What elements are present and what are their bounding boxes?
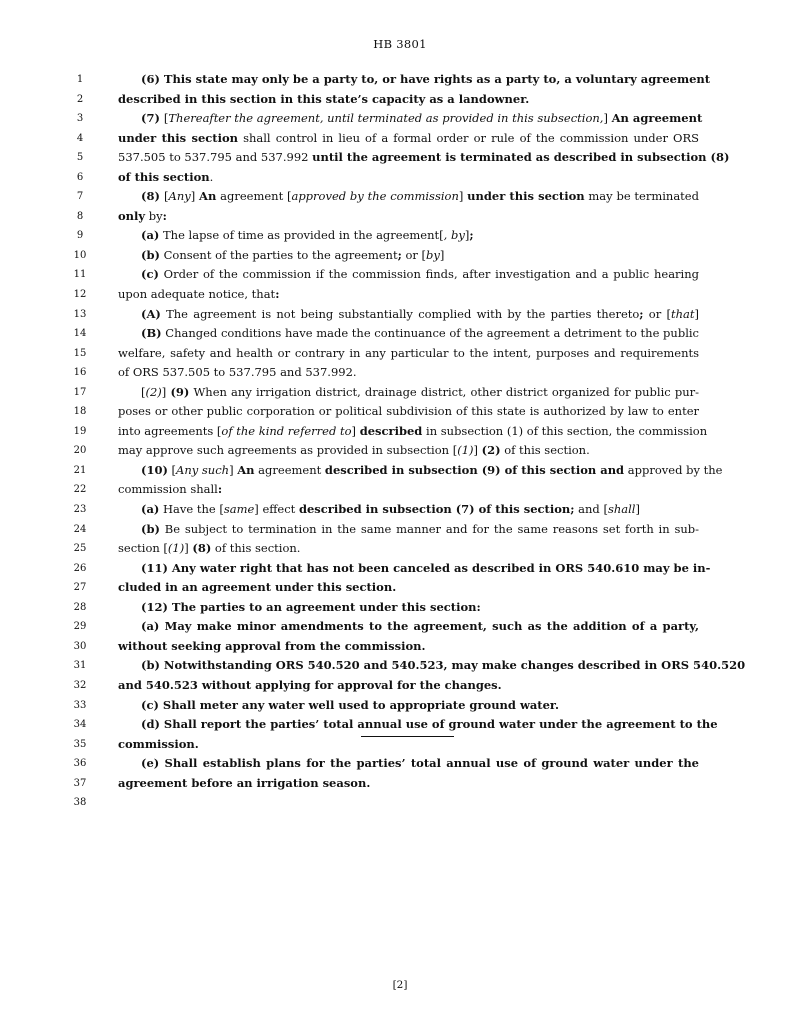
italic-text: (1) <box>167 541 185 556</box>
line-number: 21 <box>73 464 87 476</box>
bold-text: (8) <box>141 189 165 204</box>
line-number: 24 <box>73 523 87 535</box>
bill-line <box>0 754 800 774</box>
line-number: 19 <box>73 425 87 437</box>
line-text <box>141 754 699 774</box>
line-number: 30 <box>73 640 87 652</box>
bill-line <box>0 676 800 696</box>
bill-line <box>0 520 800 540</box>
text-run: [ <box>164 189 169 204</box>
text-run: ] <box>190 189 200 204</box>
text-run: approved by the <box>624 462 723 477</box>
text-run: or [ <box>401 247 427 262</box>
line-text <box>141 383 699 403</box>
line-number: 35 <box>73 738 87 750</box>
line-text <box>141 265 699 285</box>
line-number: 34 <box>73 719 87 731</box>
bill-line <box>0 774 800 794</box>
bold-text: (b) <box>141 247 160 262</box>
text-run: of this section. <box>211 541 301 556</box>
bold-text: ; <box>639 306 644 321</box>
bold-text: only <box>118 208 146 223</box>
page-number: [2] <box>392 979 408 991</box>
bold-text: (c) <box>141 267 159 282</box>
italic-text: Any such <box>176 462 230 477</box>
text-run: ] <box>458 189 468 204</box>
line-text <box>141 109 703 129</box>
text-run: When any irrigation district, drainage district, other district organized for public pur- <box>189 384 699 399</box>
line-text <box>118 441 699 461</box>
line-number: 20 <box>73 445 87 457</box>
bill-line <box>0 344 800 364</box>
bill-line <box>0 559 800 579</box>
line-text <box>141 715 718 735</box>
bold-text: under this section <box>118 130 239 145</box>
line-number: 36 <box>73 758 87 770</box>
text-run: and [ <box>574 502 608 517</box>
bill-line <box>0 617 800 637</box>
line-text <box>141 598 699 618</box>
italic-text: , by <box>443 228 465 243</box>
bold-text: (a) <box>141 502 160 517</box>
italic-text: shall <box>607 502 636 517</box>
bold-text: ; <box>397 247 402 262</box>
line-number: 7 <box>76 191 84 203</box>
line-text <box>118 285 699 305</box>
line-number: 10 <box>73 249 87 261</box>
bill-line <box>0 109 800 129</box>
text-run: ] <box>464 228 470 243</box>
line-text <box>118 480 699 500</box>
end-of-section-rule <box>361 736 454 737</box>
italic-text: Thereafter the agreement, until terminated as provided in this subsection, <box>168 111 604 126</box>
text-run: ] <box>473 443 482 458</box>
bill-line <box>0 168 800 188</box>
bill-line <box>0 246 800 266</box>
text-run: Changed conditions have made the continuance of the agreement a detriment to the public <box>161 326 699 341</box>
line-number: 6 <box>76 171 84 183</box>
text-run: ] effect <box>254 502 299 517</box>
bold-text: ; <box>469 228 474 243</box>
text-run: or [ <box>643 306 671 321</box>
bold-text: (a) May make minor amendments to the agreement, such as the addition of a party, <box>141 619 699 634</box>
bold-text: (c) Shall meter any water well used to appropriate ground water. <box>141 697 559 712</box>
text-run: ] <box>351 423 360 438</box>
bold-text: : <box>162 208 167 223</box>
line-text <box>118 90 699 110</box>
line-number: 4 <box>76 132 84 144</box>
text-run: welfare, safety and health or contrary in any particular to the intent, purposes and requirements <box>118 345 699 360</box>
line-number: 38 <box>73 797 87 809</box>
bold-text: (6) This state may only be a party to, or have rights as a party to, a voluntary agreement <box>141 72 711 86</box>
bold-text: (a) <box>141 228 160 243</box>
text-run: may approve such agreements as provided in subsection [ <box>118 443 458 458</box>
text-run: of ORS 537.505 to 537.795 and 537.992. <box>118 365 357 380</box>
text-run: ] <box>184 541 193 556</box>
bold-text: described <box>359 423 423 438</box>
bill-line <box>0 148 800 168</box>
text-run: commission shall <box>118 482 218 497</box>
text-run: ] <box>694 306 699 321</box>
text-run: ] <box>161 384 171 399</box>
line-text <box>141 226 699 246</box>
line-text <box>118 363 699 383</box>
line-text <box>141 696 699 716</box>
bill-line <box>0 305 800 325</box>
bold-text: described in subsection (9) of this section and <box>324 462 625 477</box>
line-text <box>141 559 711 579</box>
bill-line <box>0 207 800 227</box>
bill-line <box>0 696 800 716</box>
text-run: Order of the commission if the commission finds, after investigation and a public hearing <box>158 267 699 282</box>
line-number: 2 <box>76 93 84 105</box>
line-number: 11 <box>73 269 87 281</box>
line-number: 22 <box>73 484 87 496</box>
text-run: The agreement is not being substantially complied with by the parties thereto <box>160 306 640 321</box>
bold-text: (b) <box>141 521 160 536</box>
line-number: 3 <box>76 113 84 125</box>
bill-line <box>0 265 800 285</box>
line-number: 5 <box>76 152 84 164</box>
italic-text: Any <box>168 189 191 204</box>
text-run: by <box>145 208 163 223</box>
line-text <box>141 500 699 520</box>
bold-text: : <box>217 482 223 497</box>
text-run: section [ <box>118 541 168 556</box>
line-text <box>118 676 699 696</box>
bill-line <box>0 637 800 657</box>
line-text <box>118 637 699 657</box>
bold-text: : <box>275 287 280 302</box>
text-run: agreement <box>254 462 325 477</box>
line-text <box>118 774 699 794</box>
bold-text: under this section <box>467 189 585 204</box>
text-run: The lapse of time as provided in the agreement[ <box>159 228 444 243</box>
line-number: 13 <box>73 308 87 320</box>
text-run: upon adequate notice, that <box>118 287 276 302</box>
line-number: 9 <box>76 230 84 242</box>
bold-text: (9) <box>170 384 190 399</box>
bold-text: cluded in an agreement under this section. <box>118 580 397 595</box>
line-number: 15 <box>73 347 87 359</box>
bold-text: until the agreement is terminated as described in subsection (8) <box>312 150 730 165</box>
bold-text: (d) Shall report the parties’ total annual use of ground water under the agreement to the <box>141 717 718 732</box>
line-text <box>118 402 699 422</box>
bill-line <box>0 129 800 149</box>
line-text <box>118 168 699 188</box>
bold-text: and 540.523 without applying for approval for the changes. <box>118 677 502 692</box>
bold-text: (7) <box>141 111 164 126</box>
text-run: shall control in lieu of a formal order or rule of the commission under ORS <box>238 130 699 145</box>
line-number: 12 <box>73 289 87 301</box>
bill-line <box>0 324 800 344</box>
line-number: 17 <box>73 386 87 398</box>
italic-text: approved by the commission <box>291 189 459 204</box>
bold-text: agreement before an irrigation season. <box>118 775 371 790</box>
line-number: 18 <box>73 406 87 418</box>
line-number: 25 <box>73 543 87 555</box>
line-text <box>141 617 699 637</box>
bill-line <box>0 402 800 422</box>
italic-text: by <box>426 247 440 262</box>
text-run: into agreements [ <box>118 423 222 438</box>
bold-text: without seeking approval from the commission. <box>118 638 426 653</box>
line-text <box>118 344 699 364</box>
italic-text: that <box>670 306 695 321</box>
line-text <box>141 246 699 266</box>
bold-text: (2) <box>481 443 501 458</box>
text-run: [ <box>167 462 177 477</box>
bold-text: An <box>237 462 255 477</box>
bold-text: (10) <box>141 462 168 477</box>
line-number: 27 <box>73 582 87 594</box>
line-number: 23 <box>73 504 87 516</box>
line-text <box>141 305 699 325</box>
bill-line <box>0 539 800 559</box>
line-text <box>118 207 699 227</box>
line-number: 31 <box>73 660 87 672</box>
text-run: ] <box>229 462 238 477</box>
text-run: Have the [ <box>159 502 224 517</box>
bold-text: (e) Shall establish plans for the parties’ total annual use of ground water under the <box>141 756 699 771</box>
bill-line <box>0 285 800 305</box>
bill-line <box>0 500 800 520</box>
bill-line <box>0 226 800 246</box>
text-run: ] <box>603 111 612 126</box>
italic-text: (1) <box>457 443 474 458</box>
bill-line <box>0 187 800 207</box>
line-text <box>118 578 699 598</box>
text-run: 537.505 to 537.795 and 537.992 <box>118 150 313 165</box>
bold-text: An agreement <box>611 111 703 126</box>
line-number: 28 <box>73 601 87 613</box>
bold-text: (12) The parties to an agreement under this section: <box>141 599 481 614</box>
line-text <box>118 129 699 149</box>
text-run: of this section. <box>500 443 590 458</box>
text-run: in subsection (1) of this section, the commission <box>422 423 708 438</box>
line-text <box>118 422 708 442</box>
bill-line <box>0 598 800 618</box>
bold-text: An <box>199 189 217 204</box>
bill-line <box>0 715 800 735</box>
line-text <box>118 539 699 559</box>
text-run: Consent of the parties to the agreement <box>159 247 398 262</box>
line-text <box>141 520 699 540</box>
bold-text: commission. <box>118 736 199 751</box>
bill-line <box>0 793 800 813</box>
bold-text: described in this section in this state’s capacity as a landowner. <box>118 91 530 106</box>
bill-line <box>0 363 800 383</box>
text-run: [ <box>141 384 146 399</box>
bold-text: (b) Notwithstanding ORS 540.520 and 540.523, may make changes described in ORS 540.520 <box>141 658 746 673</box>
italic-text: of the kind referred to <box>221 423 352 438</box>
line-text <box>141 70 711 90</box>
line-number: 1 <box>76 74 84 85</box>
italic-text: (2) <box>145 384 162 399</box>
bold-text: (B) <box>141 326 162 341</box>
bold-text: described in subsection (7) of this section; <box>298 502 575 517</box>
line-text <box>141 656 746 676</box>
bill-line <box>0 461 800 481</box>
bold-text: (A) <box>141 306 161 321</box>
line-text <box>141 187 699 207</box>
bill-line <box>0 480 800 500</box>
line-number: 33 <box>73 699 87 711</box>
bill-line <box>0 70 800 90</box>
line-number: 26 <box>73 562 87 574</box>
bill-line <box>0 441 800 461</box>
italic-text: same <box>223 502 255 517</box>
bold-text: (8) <box>192 541 212 556</box>
text-run: . <box>209 169 214 184</box>
bill-header: HB 3801 <box>373 37 427 51</box>
line-number: 8 <box>76 210 84 222</box>
line-number: 14 <box>73 328 87 340</box>
text-run: agreement [ <box>216 189 292 204</box>
text-run: poses or other public corporation or political subdivision of this state is authorized by law to enter <box>118 404 699 419</box>
line-text <box>141 324 699 344</box>
line-text <box>141 461 723 481</box>
line-text <box>118 148 730 168</box>
line-number: 32 <box>73 679 87 691</box>
line-number: 16 <box>73 367 87 379</box>
text-run: may be terminated <box>584 189 699 204</box>
line-text <box>118 735 699 755</box>
text-run: ] <box>635 502 640 517</box>
bold-text: (11) Any water right that has not been canceled as described in ORS 540.610 may be in- <box>141 560 711 575</box>
bill-line <box>0 656 800 676</box>
bill-line <box>0 422 800 442</box>
bill-line <box>0 90 800 110</box>
line-number: 37 <box>73 777 87 789</box>
bill-line <box>0 735 800 755</box>
bill-text-body <box>0 70 800 813</box>
text-run: ] <box>439 247 445 262</box>
bill-line <box>0 578 800 598</box>
bill-line <box>0 383 800 403</box>
bold-text: of this section <box>118 169 210 184</box>
text-run: Be subject to termination in the same manner and for the same reasons set forth in sub- <box>159 521 699 536</box>
text-run: [ <box>163 111 169 126</box>
line-number: 29 <box>73 621 87 633</box>
